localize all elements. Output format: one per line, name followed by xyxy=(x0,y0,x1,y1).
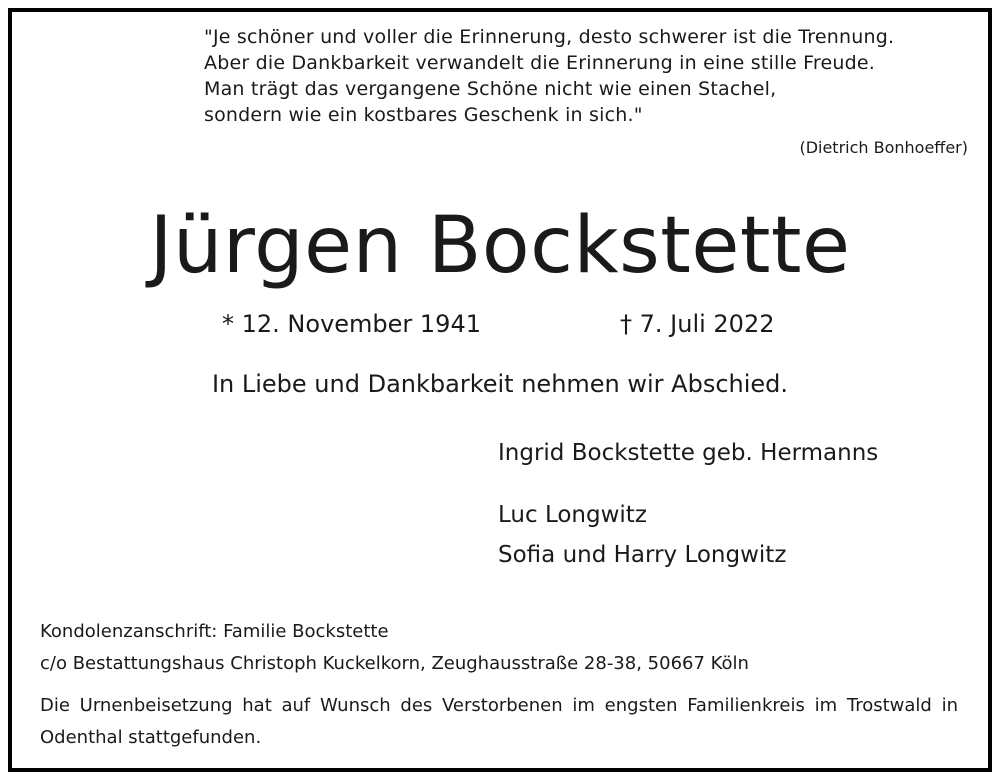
address-line: c/o Bestattungshaus Christoph Kuckelkorn, Zeughausstraße 28-38, 50667 Köln xyxy=(40,653,749,674)
birth-date: * 12. November 1941 xyxy=(222,310,481,338)
address-line: Kondolenzanschrift: Familie Bockstette xyxy=(40,621,389,642)
mourner-name: Ingrid Bockstette geb. Hermanns xyxy=(498,440,879,466)
death-date: † 7. Juli 2022 xyxy=(620,310,775,338)
mourner-name: Sofia und Harry Longwitz xyxy=(498,542,787,568)
mourner-name: Luc Longwitz xyxy=(498,502,647,528)
quote-line: Man trägt das vergangene Schöne nicht wie einen Stachel, xyxy=(204,78,777,100)
quote-line: sondern wie ein kostbares Geschenk in sich." xyxy=(204,104,643,126)
quote-author: (Dietrich Bonhoeffer) xyxy=(799,138,968,157)
burial-note: Die Urnenbeisetzung hat auf Wunsch des Verstorbenen im engsten Familienkreis im Trostwald in Odenthal stattgefunden. xyxy=(40,695,958,748)
quote-block xyxy=(204,24,964,128)
condolence-address xyxy=(40,616,958,680)
deceased-name: Jürgen Bockstette xyxy=(149,201,851,291)
quote-line: Aber die Dankbarkeit verwandelt die Erinnerung in eine stille Freude. xyxy=(204,52,875,74)
farewell-text: In Liebe und Dankbarkeit nehmen wir Abschied. xyxy=(211,370,789,398)
quote-line: "Je schöner und voller die Erinnerung, desto schwerer ist die Trennung. xyxy=(204,26,895,48)
